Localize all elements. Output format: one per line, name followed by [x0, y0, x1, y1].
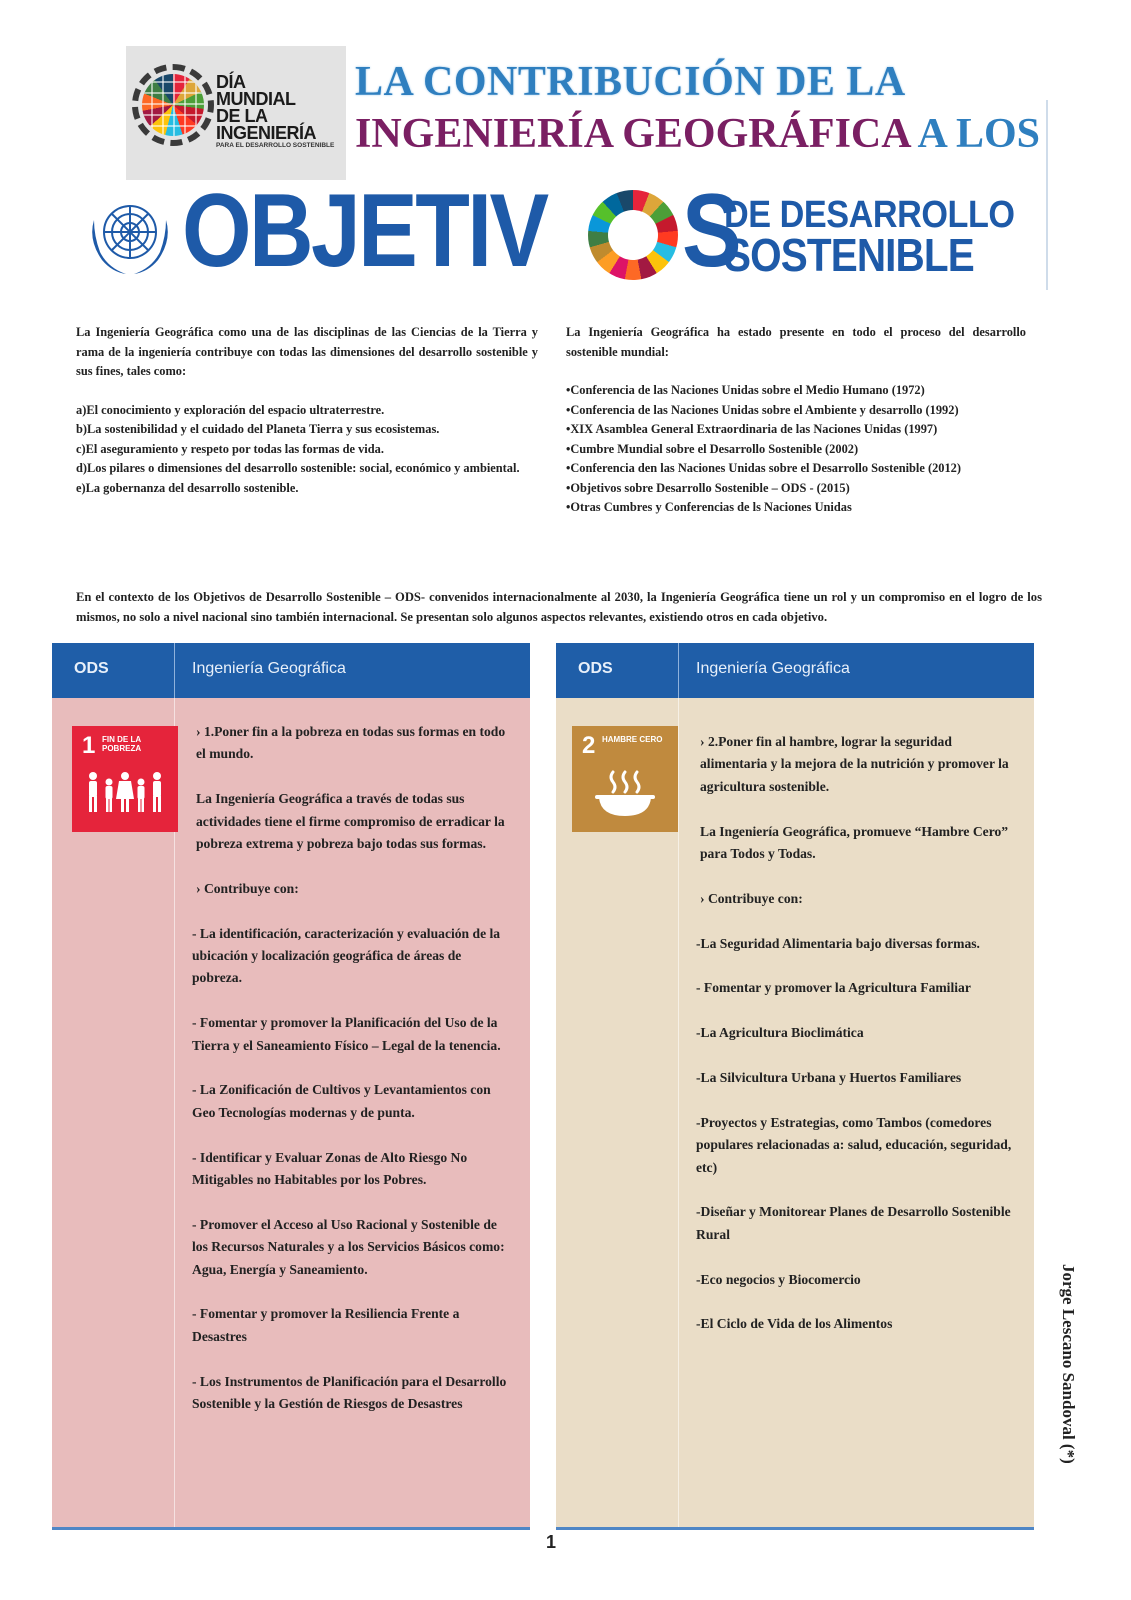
- list-item: -Eco negocios y Biocomercio: [696, 1271, 861, 1287]
- un-emblem-icon: [80, 190, 180, 280]
- list-item: -Proyectos y Estrategias, como Tambos (comedores populares relacionadas a: salud, educación, seguridad, etc): [696, 1114, 1012, 1175]
- sdg-tile-label: HAMBRE CERO: [602, 735, 663, 744]
- page-title-line-1: LA CONTRIBUCIÓN DE LA: [355, 59, 906, 105]
- soup-bowl-icon: [585, 768, 665, 820]
- sdg-tile-number: 1: [82, 732, 96, 759]
- list-item: • Otras Cumbres y Conferencias de ls Naciones Unidas: [566, 498, 1026, 518]
- intro-right-paragraph: La Ingeniería Geográfica ha estado presente en todo el proceso del desarrollo sostenible mundial:: [566, 325, 1026, 359]
- context-paragraph: En el contexto de los Objetivos de Desarrollo Sostenible – ODS- convenidos internacionalmente al 2030, la Ingeniería Geográfica tiene un rol y un compromiso en el logro de los mismos, no solo a nivel nacional sino también internacional. Se presentan solo algunos aspectos relevantes, existiendo otros en cada objetivo.: [76, 590, 1042, 624]
- table-header-ods: ODS: [74, 660, 109, 677]
- globe-icon: [142, 74, 204, 136]
- list-item: - Fomentar y promover la Planificación del Uso de la Tierra y el Saneamiento Físico – Legal de la tenencia.: [192, 1015, 501, 1053]
- list-item: c)El aseguramiento y respeto por todas las formas de vida.: [76, 441, 384, 456]
- list-item: e)La gobernanza del desarrollo sostenible.: [76, 480, 299, 495]
- ods-intro: La Ingeniería Geográfica, promueve “Hambre Cero” para Todos y Todas.: [700, 823, 1009, 862]
- list-item: d)Los pilares o dimensiones del desarrollo sostenible: social, económico y ambiental.: [76, 461, 520, 475]
- list-item: • Cumbre Mundial sobre el Desarrollo Sostenible (2002): [566, 440, 1026, 460]
- ods-1-description: [192, 721, 514, 1438]
- list-item: • Conferencia de las Naciones Unidas sobre el Medio Humano (1972): [566, 381, 1026, 401]
- table-header-ingenieria: Ingeniería Geográfica: [696, 660, 850, 677]
- objetivos-wordmark: OBJETIV: [182, 173, 547, 289]
- objetivos-wordmark-s: S: [682, 173, 742, 289]
- contribuye-heading: › Contribuye con:: [696, 888, 1018, 910]
- header-divider: [1046, 100, 1048, 290]
- list-item: - Identificar y Evaluar Zonas de Alto Riesgo No Mitigables no Habitables por los Pobres.: [192, 1149, 468, 1188]
- ods-goal: › 1.Poner fin a la pobreza en todas sus formas en todo el mundo.: [192, 721, 514, 766]
- intro-right-column: [566, 323, 1026, 518]
- ods-goal: › 2.Poner fin al hambre, lograr la seguridad alimentaria y la mejora de la nutrición y promover la agricultura sostenible.: [696, 731, 1018, 798]
- world-engineering-day-logo: [126, 46, 346, 180]
- sdg-tile-number: 2: [582, 732, 596, 759]
- list-item: - Fomentar y promover la Resiliencia Frente a Desastres: [192, 1306, 460, 1344]
- list-item: • XIX Asamblea General Extraordinaria de las Naciones Unidas (1997): [566, 420, 1026, 440]
- list-item: -La Silvicultura Urbana y Huertos Familiares: [696, 1070, 962, 1085]
- ods-table-left: [52, 643, 530, 1527]
- ods-table-right: [556, 643, 1034, 1527]
- sdg-tile-label: FIN DE LA POBREZA: [102, 735, 142, 753]
- page-title-line-2: [355, 110, 1040, 158]
- title-tail: A LOS: [909, 111, 1041, 157]
- list-item: -El Ciclo de Vida de los Alimentos: [696, 1316, 893, 1332]
- list-item: b)La sostenibilidad y el cuidado del Planeta Tierra y sus ecosistemas.: [76, 422, 440, 436]
- intro-left-column: [76, 323, 538, 498]
- ods-intro: La Ingeniería Geográfica a través de todas sus actividades tiene el firme compromiso de erradicar la pobreza extrema y pobreza bajo todas sus formas.: [196, 791, 505, 852]
- table-header: [52, 643, 530, 698]
- table-header-ingenieria: Ingeniería Geográfica: [192, 660, 346, 677]
- intro-left-paragraph: La Ingeniería Geográfica como una de las disciplinas de las Ciencias de la Tierra y rama de la ingeniería contribuye con todas las dimensiones del desarrollo sostenible y sus fines, tales como:: [76, 325, 538, 378]
- page-number: 1: [546, 1532, 557, 1552]
- table-header-ods: ODS: [578, 660, 613, 677]
- list-item: • Objetivos sobre Desarrollo Sostenible – ODS - (2015): [566, 479, 1026, 499]
- family-icon: [85, 768, 165, 816]
- list-item: a)El conocimiento y exploración del espacio ultraterrestre.: [76, 402, 385, 417]
- sdg-2-tile: [572, 726, 678, 832]
- list-item: - Fomentar y promover la Agricultura Familiar: [696, 980, 971, 996]
- ods-2-description: [696, 731, 1018, 1358]
- list-item: • Conferencia de las Naciones Unidas sobre el Ambiente y desarrollo (1992): [566, 401, 1026, 421]
- de-desarrollo-wordmark: DE DESARROLLO: [724, 194, 1015, 236]
- logo-wordmark: DÍA MUNDIAL DE LA INGENIERÍA: [216, 72, 317, 143]
- sostenible-wordmark: SOSTENIBLE: [724, 229, 974, 281]
- title-highlight: INGENIERÍA GEOGRÁFICA: [355, 111, 910, 157]
- list-item: - La Zonificación de Cultivos y Levantamientos con Geo Tecnologías modernas y de punta.: [192, 1082, 491, 1120]
- list-item: - Promover el Acceso al Uso Racional y Sostenible de los Recursos Naturales y a los Servicios Básicos como: Agua, Energía y Saneamiento.: [192, 1216, 505, 1277]
- contribuye-heading: › Contribuye con:: [192, 878, 514, 900]
- list-item: -La Seguridad Alimentaria bajo diversas formas.: [696, 935, 980, 951]
- sdg-color-wheel-icon: [588, 190, 678, 280]
- sdg-1-tile: [72, 726, 178, 832]
- list-item: -Diseñar y Monitorear Planes de Desarrollo Sostenible Rural: [696, 1204, 1011, 1242]
- logo-subtitle: PARA EL DESARROLLO SOSTENIBLE: [216, 142, 335, 149]
- list-item: • Conferencia den las Naciones Unidas sobre el Desarrollo Sostenible (2012): [566, 459, 1026, 479]
- list-item: - Los Instrumentos de Planificación para el Desarrollo Sostenible y la Gestión de Riesgos de Desastres: [192, 1373, 507, 1412]
- list-item: -La Agricultura Bioclimática: [696, 1025, 864, 1041]
- list-item: - La identificación, caracterización y evaluación de la ubicación y localización geográfica de áreas de pobreza.: [192, 925, 501, 986]
- author-credit: Jorge Lescano Sandoval (*): [1059, 1264, 1078, 1464]
- table-header: [556, 643, 1034, 698]
